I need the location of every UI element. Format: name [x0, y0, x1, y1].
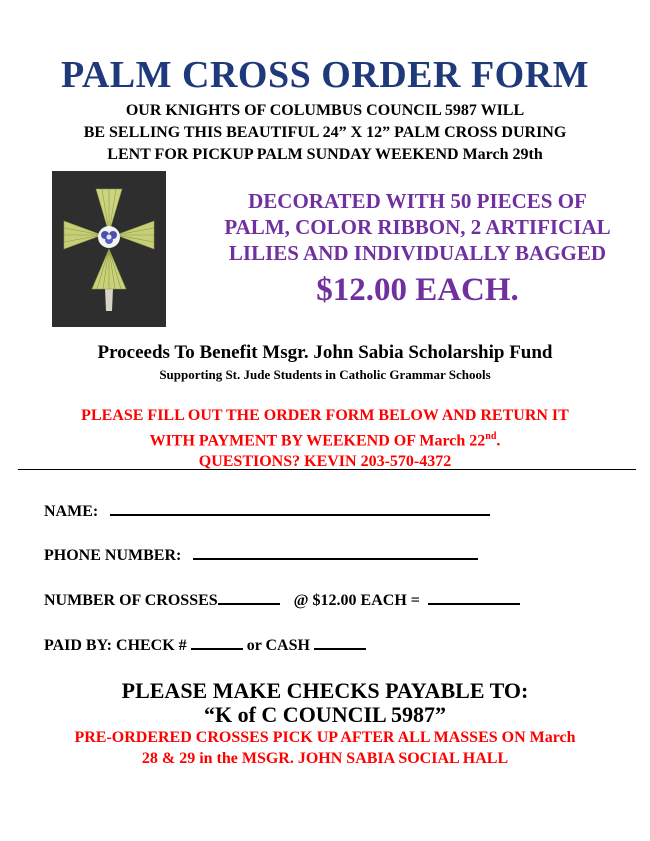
name-row — [44, 499, 490, 522]
support-text: Supporting St. Jude Students in Catholic Grammar Schools — [159, 367, 491, 382]
form-title: PALM CROSS ORDER FORM — [60, 54, 590, 96]
or-cash-label: or CASH — [246, 637, 310, 654]
instructions — [0, 405, 650, 472]
instructions-line-2 — [0, 426, 650, 451]
decoration-line-1: DECORATED WITH 50 PIECES OF — [248, 189, 587, 213]
payable-name: “K of C COUNCIL 5987” — [203, 702, 446, 727]
decoration-line-3: LILIES AND INDIVIDUALLY BAGGED — [228, 241, 607, 265]
paid-by-row — [44, 633, 366, 656]
intro-text — [0, 100, 650, 166]
crosses-quantity-field[interactable] — [218, 588, 280, 605]
crosses-label: NUMBER OF CROSSES — [44, 592, 218, 609]
phone-label: PHONE NUMBER: — [44, 547, 182, 564]
check-number-field[interactable] — [191, 633, 243, 650]
name-field[interactable] — [110, 499, 490, 516]
phone-field[interactable] — [193, 543, 478, 560]
paid-by-label: PAID BY: CHECK # — [44, 637, 187, 654]
palm-cross-image — [52, 171, 166, 327]
pickup-info — [0, 727, 650, 769]
intro-line-3: LENT FOR PICKUP PALM SUNDAY WEEKEND March 29th — [107, 146, 543, 163]
decoration-line-2: PALM, COLOR RIBBON, 2 ARTIFICIAL — [224, 215, 611, 239]
crosses-total-field[interactable] — [428, 588, 520, 605]
crosses-price-label: @ $12.00 EACH = — [293, 592, 420, 609]
divider-line — [18, 469, 636, 470]
instructions-line-2-end: . — [496, 432, 501, 450]
decoration-description — [190, 188, 645, 266]
palm-cross-photo — [52, 171, 166, 327]
cash-field[interactable] — [314, 633, 366, 650]
instructions-line-1: PLEASE FILL OUT THE ORDER FORM BELOW AND RETURN IT — [81, 407, 569, 424]
payable-heading: PLEASE MAKE CHECKS PAYABLE TO: — [121, 678, 529, 703]
pickup-line-1: PRE-ORDERED CROSSES PICK UP AFTER ALL MASSES ON March — [74, 729, 576, 746]
intro-line-2: BE SELLING THIS BEAUTIFUL 24” X 12” PALM CROSS DURING — [83, 124, 567, 141]
intro-line-1: OUR KNIGHTS OF COLUMBUS COUNCIL 5987 WILL — [125, 102, 525, 119]
phone-row — [44, 543, 478, 566]
date-suffix: nd — [485, 431, 497, 442]
crosses-row — [44, 588, 520, 611]
benefit-text: Proceeds To Benefit Msgr. John Sabia Scholarship Fund — [97, 342, 553, 363]
price-text: $12.00 EACH. — [316, 272, 519, 308]
name-label: NAME: — [44, 503, 99, 520]
instructions-line-2-text: WITH PAYMENT BY WEEKEND OF March 22 — [149, 432, 486, 450]
questions-contact: QUESTIONS? KEVIN 203-570-4372 — [198, 453, 452, 471]
pickup-line-2: 28 & 29 in the MSGR. JOHN SABIA SOCIAL HALL — [141, 750, 509, 767]
